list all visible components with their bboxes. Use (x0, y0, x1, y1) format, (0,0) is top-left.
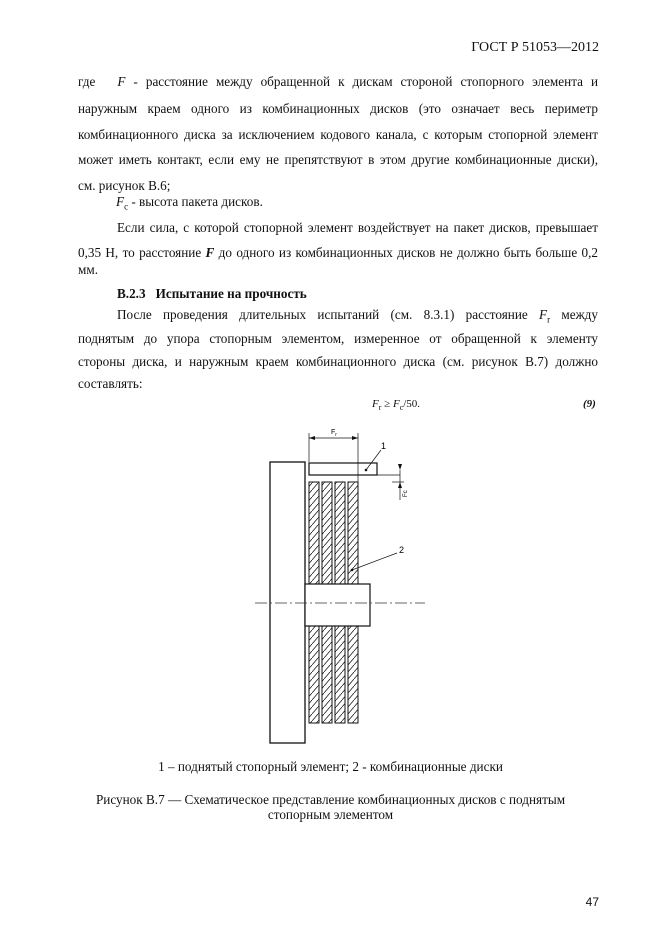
para2-line-1 (117, 307, 598, 325)
fc-definition (116, 194, 263, 212)
para1-symbol-f: F (205, 245, 215, 260)
para1-line-2-a: 0,35 Н, то расстояние (78, 245, 206, 260)
symbol-dash: - (133, 74, 138, 89)
formula-op: ≥ (381, 398, 393, 410)
formula (372, 398, 420, 412)
section-title: Испытание на прочность (155, 286, 307, 301)
callout-1: 1 (381, 441, 387, 451)
dimension-label-fc: Fc (403, 490, 409, 497)
fc-subscript: c (124, 201, 129, 212)
para2-symbol-sub: r (547, 314, 551, 325)
formula-lhs-sub: r (378, 403, 382, 413)
definition-line-3: комбинационного диска за исключением кодового канала, с которым стопорной элемент (78, 127, 598, 142)
para2-line-3: стороны диска, и наружным краем комбинационного диска (см. рисунок В.7) должно (78, 354, 598, 369)
fc-text: - высота пакета дисков. (128, 194, 263, 209)
formula-rhs-sub: c (399, 403, 404, 413)
callout-2: 2 (399, 545, 405, 555)
section-heading (117, 286, 307, 302)
base-plate (270, 462, 305, 743)
page-number: 47 (585, 895, 599, 909)
para1-line-2-b: до одного из комбинационных дисков не должно быть больше 0,2 (214, 245, 599, 260)
section-number: В.2.3 (117, 286, 146, 301)
definition-line-2: наружным краем одного из комбинационных дисков (это означает весь периметр (78, 101, 598, 116)
formula-number: (9) (583, 398, 596, 410)
definition-line-4: может иметь контакт, если ему не препятствуют в этом другие комбинационные диски), (78, 152, 598, 167)
para2-line-1-b: между (550, 307, 598, 322)
fc-symbol: F (116, 194, 125, 209)
para1-line-3: мм. (78, 262, 98, 277)
figure-caption-line-1: Рисунок В.7 — Схематическое представление комбинационных дисков с поднятым (95, 792, 566, 807)
dimension-label-fr: $F_r$ (331, 429, 337, 438)
figure-caption (0, 792, 661, 822)
para2-line-4: составлять: (78, 376, 143, 391)
para1-line-1: Если сила, с которой стопорной элемент воздействует на пакет дисков, превышает (117, 220, 598, 235)
definition-line-1 (78, 74, 598, 90)
formula-lhs: F (372, 398, 379, 410)
hub (305, 584, 370, 626)
symbol-f: F (117, 74, 126, 89)
formula-rhs: F (392, 398, 400, 410)
figure-legend: 1 – поднятый стопорный элемент; 2 - комбинационные диски (158, 759, 503, 774)
formula-tail: /50. (403, 398, 421, 410)
figure-caption-line-2: стопорным элементом (267, 807, 394, 822)
document-header: ГОСТ Р 51053—2012 (471, 40, 599, 55)
where-word: где (78, 74, 96, 89)
para1-line-2 (78, 245, 598, 261)
para2-line-2: поднятым до упора стопорным элементом, измеренное от обращенной к элементу (78, 331, 598, 346)
figure-b7-diagram (240, 425, 440, 755)
para2-line-1-a: После проведения длительных испытаний (см. 8.3.1) расстояние (117, 307, 540, 322)
definition-text-1: расстояние между обращенной к дискам стороной стопорного элемента и (145, 74, 599, 89)
callout-2-leader (352, 553, 397, 570)
para2-symbol-f: F (539, 307, 548, 322)
definition-line-5: см. рисунок В.6; (78, 178, 171, 193)
